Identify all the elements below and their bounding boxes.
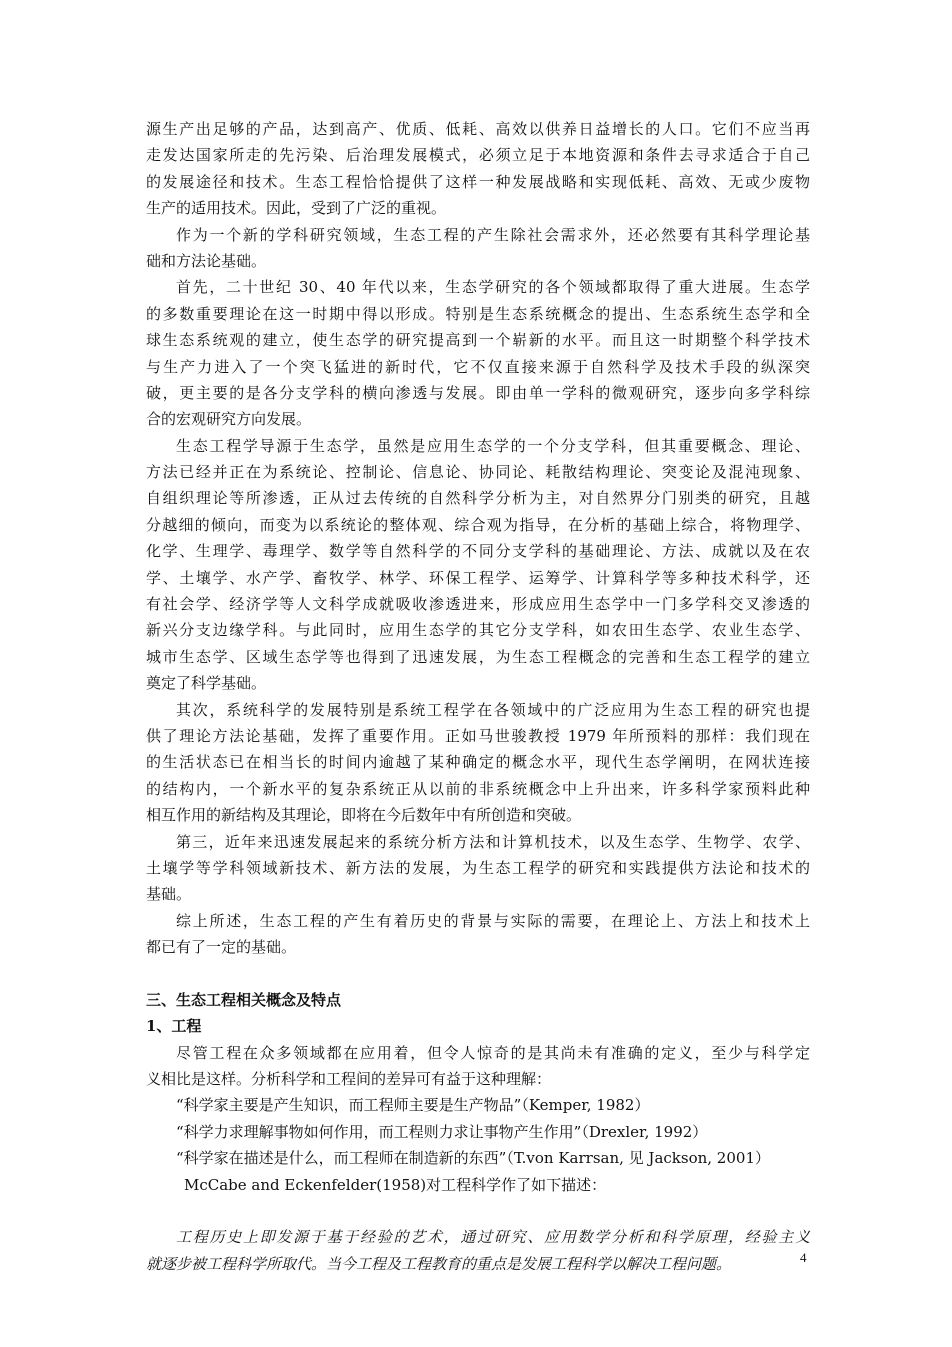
document-body [146,116,810,1277]
text-line: “科学家在描述是什么，而工程师在制造新的东西”（T.von Karrsan, 见 Jackson, 2001） [176,1149,770,1168]
paragraph [146,1119,810,1145]
text-line: 综上所述，生态工程的产生有着历史的背景与实际的需要，在理论上、方法上和技术上 [176,911,810,930]
text-line: 方法已经并正在为系统论、控制论、信息论、协同论、耗散结构理论、突变论及混沌现象、 [146,463,810,482]
text-line: 走发达国家所走的先污染、后治理发展模式，必须立足于本地资源和条件去寻求适合于自己 [146,146,810,165]
text-line: 生态工程学导源于生态学，虽然是应用生态学的一个分支学科，但其重要概念、理论、 [176,436,810,455]
blank-line [146,961,810,987]
text-line: 都已有了一定的基础。 [146,938,297,957]
page-number: 4 [800,1250,807,1265]
text-line: McCabe and Eckenfelder(1958)对工程科学作了如下描述： [184,1175,607,1194]
text-line: 三、生态工程相关概念及特点 [146,990,342,1009]
paragraph [146,433,810,697]
paragraph [146,1092,810,1118]
text-line: 有社会学、经济学等人文科学成就吸收渗透进来，形成应用生态学中一门多学科交叉渗透的 [146,595,810,614]
paragraph [146,1224,810,1277]
text-line: “科学家主要是产生知识，而工程师主要是生产物品”（Kemper, 1982） [176,1096,650,1115]
text-line: 新兴分支边缘学科。与此同时，应用生态学的其它分支学科，如农田生态学、农业生态学、 [146,621,810,640]
paragraph [146,274,810,432]
text-line: 首先，二十世纪 30、40 年代以来，生态学研究的各个领域都取得了重大进展。生态学 [176,278,810,297]
text-line: 础和方法论基础。 [146,251,267,270]
text-line: 工程历史上即发源于基于经验的艺术，通过研究、应用数学分析和科学原理，经验主义 [176,1228,810,1247]
text-line: 与生产力进入了一个突飞猛进的新时代，它不仅直接来源于自然科学及技术手段的纵深突 [146,357,810,376]
text-line: 基础。 [146,885,192,904]
text-line: 合的宏观研究方向发展。 [146,410,312,429]
text-line: 其次，系统科学的发展特别是系统工程学在各领域中的广泛应用为生态工程的研究也提 [176,700,810,719]
text-line: 尽管工程在众多领域都在应用着，但令人惊奇的是其尚未有准确的定义，至少与科学定 [176,1043,810,1062]
text-line: 的多数重要理论在这一时期中得以形成。特别是生态系统概念的提出、生态系统生态学和全 [146,304,810,323]
text-line: “科学力求理解事物如何作用，而工程则力求让事物产生作用”（Drexler, 1992） [176,1122,708,1141]
text-line: 的结构内，一个新水平的复杂系统正从以前的非系统概念中上升出来，许多科学家预料此种 [146,779,810,798]
text-line: 自组织理论等所渗透，正从过去传统的自然科学分析为主，对自然界分门别类的研究，且越 [146,489,810,508]
text-line: 奠定了科学基础。 [146,674,267,693]
text-line: 的发展途径和技术。生态工程恰恰提供了这样一种发展战略和实现低耗、高效、无或少废物 [146,172,810,191]
blank-line [146,1198,810,1224]
paragraph [146,829,810,908]
text-line: 化学、生理学、毒理学、数学等自然科学的不同分支学科的基础理论、方法、成就以及在农 [146,542,810,561]
text-line: 相互作用的新结构及其理论，即将在今后数年中有所创造和突破。 [146,806,582,825]
text-line: 的生活状态已在相当长的时间内逾越了某种确定的概念水平，现代生态学阐明，在网状连接 [146,753,810,772]
text-line: 生产的适用技术。因此，受到了广泛的重视。 [146,199,447,218]
text-line: 作为一个新的学科研究领域，生态工程的产生除社会需求外，还必然要有其科学理论基 [176,225,810,244]
text-line: 土壤学等学科领域新技术、新方法的发展，为生态工程学的研究和实践提供方法论和技术的 [146,858,810,877]
paragraph [146,222,810,275]
text-line: 第三，近年来迅速发展起来的系统分析方法和计算机技术，以及生态学、生物学、农学、 [176,832,810,851]
paragraph [146,908,810,961]
paragraph [146,116,810,222]
paragraph [146,697,810,829]
paragraph [146,1145,810,1171]
section-heading [146,1013,810,1039]
text-line: 分越细的倾向，而变为以系统论的整体观、综合观为指导，在分析的基础上综合，将物理学、 [146,515,810,534]
paragraph [146,1172,810,1198]
text-line: 义相比是这样。分析科学和工程间的差异可有益于这种理解： [146,1070,552,1089]
text-line: 球生态系统观的建立，使生态学的研究提高到一个崭新的水平。而且这一时期整个科学技术 [146,331,810,350]
text-line: 城市生态学、区域生态学等也得到了迅速发展，为生态工程概念的完善和生态工程学的建立 [146,647,810,666]
text-line: 1、工程 [146,1017,202,1036]
section-heading [146,987,810,1013]
text-line: 破，更主要的是各分支学科的横向渗透与发展。即由单一学科的微观研究，逐步向多学科综 [146,383,810,402]
text-line: 就逐步被工程科学所取代。当今工程及工程教育的重点是发展工程科学以解决工程问题。 [146,1254,732,1273]
text-line: 供了理论方法论基础，发挥了重要作用。正如马世骏教授 1979 年所预料的那样：我们现在 [146,726,810,745]
text-line: 学、土壤学、水产学、畜牧学、林学、环保工程学、运筹学、计算科学等多种技术科学，还 [146,568,810,587]
text-line: 源生产出足够的产品，达到高产、优质、低耗、高效以供养日益增长的人口。它们不应当再 [146,120,810,138]
paragraph [146,1040,810,1093]
